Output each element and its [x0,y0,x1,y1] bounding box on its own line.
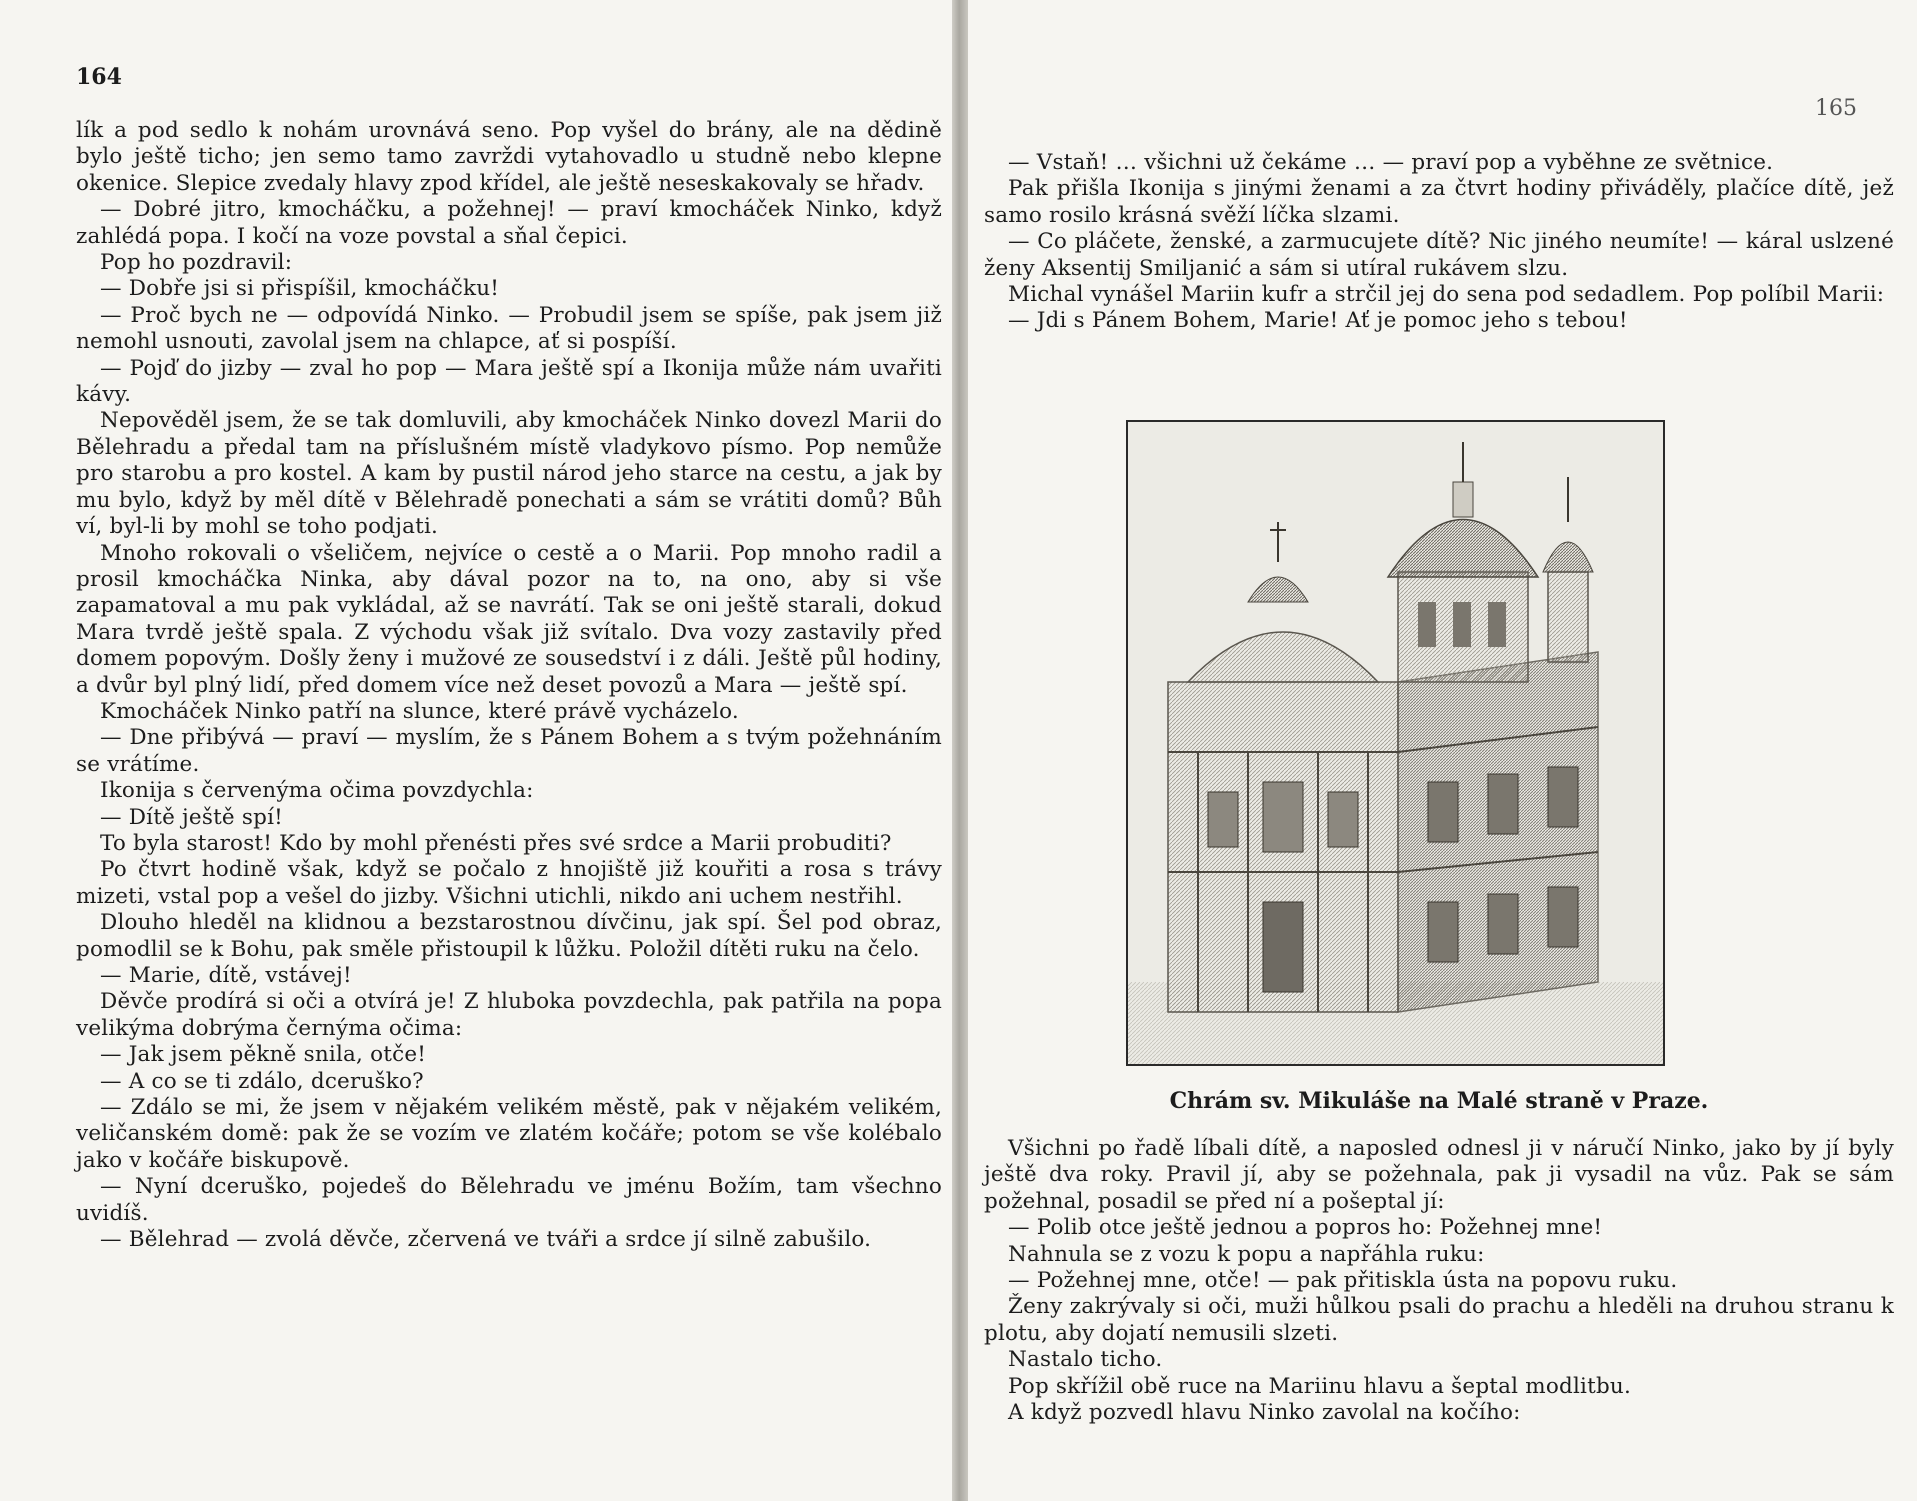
church-illustration [1126,420,1665,1066]
book-gutter [952,0,968,1501]
paragraph: — Co pláčete, ženské, a zarmucujete dítě? Nic jiného neumíte! — káral uslzené ženy Aksentij Smiljanić a sám si utíral rukávem slzu. [984,229,1894,281]
paragraph: — Dobré jitro, kmocháčku, a požehnej! — praví kmocháček Ninko, když zahlédá popa. I kočí na voze povstal a sňal čepici. [76,197,942,249]
left-page [0,0,952,1501]
paragraph: To byla starost! Kdo by mohl přenésti přes své srdce a Marii probuditi? [100,830,892,856]
paragraph: — Marie, dítě, vstávej! [100,963,352,988]
paragraph: Dlouho hleděl na klidnou a bezstarostnou dívčinu, jak spí. Šel pod obraz, pomodlil se k Bohu, pak směle přistoupil k lůžku. Položil dítěti ruku na čelo. [76,910,942,962]
illustration-caption: Chrám sv. Mikuláše na Malé straně v Praze. [1169,1088,1709,1114]
paragraph: — Zdálo se mi, že jsem v nějakém velikém městě, pak v nějakém velikém, veličanském domě: pak že se vozím ve zlatém kočáře; potom se vše kolébalo jako v kočáře biskupově. [76,1095,942,1173]
paragraph: — Jak jsem pěkně snila, otče! [100,1042,427,1068]
paragraph: Po čtvrt hodině však, když se počalo z hnojiště již kouřiti a rosa s trávy mizeti, vstal pop a vešel do jizby. Všichni utichli, nikdo ani uchem nestřihl. [76,857,942,909]
left-page-text [76,118,942,1253]
paragraph: Děvče prodírá si oči a otvírá je! Z hluboka povzdechla, pak patřila na popa velikýma dobrýma černýma očima: [76,989,942,1041]
paragraph: Nahnula se z vozu k popu a napřáhla ruku: [1008,1241,1485,1267]
church-drawing [1128,422,1663,1064]
paragraph: — Nyní dceruško, pojedeš do Bělehradu ve jménu Božím, tam všechno uvidíš. [76,1174,942,1226]
paragraph: Všichni po řadě líbali dítě, a naposled odnesl ji v náručí Ninko, jako by jí byly ještě dva roky. Pravil jí, aby se požehnala, pak ji vysadil na vůz. Pak se sám požehnal, posadil se před ní a pošeptal jí: [984,1136,1894,1214]
paragraph: — A co se ti zdálo, dceruško? [100,1068,424,1094]
paragraph: Nepověděl jsem, že se tak domluvili, aby kmocháček Ninko dovezl Marii do Bělehradu a předal tam na příslušném místě vladykovo písmo. Pop nemůže pro starobu a pro kostel. A kam by pustil národ jeho starce na cestu, a jak by mu bylo, když by měl dítě v Bělehradě ponechati a sám se vrátiti domů? Bůh ví, byl-li by mohl se toho podjati. [76,408,942,540]
right-page-text-top [984,150,1894,335]
paragraph: Mnoho rokovali o všeličem, nejvíce o cestě a o Marii. Pop mnoho radil a prosil kmocháčka Ninka, aby dával pozor na to, na ono, aby si vše zapamatoval a mu pak vykládal, až se navrátí. Tak se oni ještě starali, dokud Mara tvrdě ještě spala. Z východu však již svítalo. Dva vozy zastavily před domem popovým. Došly ženy i mužové ze sousedství i z dáli. Ještě půl hodiny, a dvůr byl plný lidí, před domem více než deset povozů a Mara — ještě spí. [76,540,942,698]
paragraph: — Jdi s Pánem Bohem, Marie! Ať je pomoc jeho s tebou! [1008,308,1628,334]
paragraph: — Polib otce ještě jednou a popros ho: Požehnej mne! [1008,1215,1603,1241]
paragraph: — Dobře jsi si přispíšil, kmocháčku! [100,276,500,302]
page-number-left: 164 [76,64,122,90]
right-page [968,0,1917,1501]
paragraph: Michal vynášel Mariin kufr a strčil jej do sena pod sedadlem. Pop políbil Marii: [1008,282,1885,308]
paragraph: — Proč bych ne — odpovídá Ninko. — Probudil jsem se spíše, pak jsem již nemohl usnouti, zavolal jsem na chlapce, ať si pospíší. [76,302,942,355]
paragraph: Ikonija s červenýma očima povzdychla: [100,778,534,804]
right-page-text-bottom [984,1136,1894,1426]
paragraph: — Pojď do jizby — zval ho pop — Mara ještě spí a Ikonija může nám uvařiti kávy. [76,355,942,408]
paragraph: lík a pod sedlo k nohám urovnává seno. Pop vyšel do brány, ale na dědině bylo ještě ticho; jen semo tamo zavrždi vytahovadlo u studně nebo klepne okenice. Slepice zvedaly hlavy zpod křídel, ale ještě neseskakovaly se hřadv. [76,118,942,196]
paragraph: — Vstaň! … všichni už čekáme … — praví pop a vyběhne ze světnice. [1008,150,1774,175]
paragraph: Pak přišla Ikonija s jinými ženami a za čtvrt hodiny přiváděly, plačíce dítě, jež samo rosilo krásná svěží líčka slzami. [984,176,1894,228]
paragraph: Pop skřížil obě ruce na Mariinu hlavu a šeptal modlitbu. [1008,1373,1631,1399]
paragraph: — Dítě ještě spí! [100,804,283,830]
paragraph: Kmocháček Ninko patří na slunce, které právě vycházelo. [100,698,739,724]
paragraph: — Dne přibývá — praví — myslím, že s Pánem Bohem a s tvým požehnáním se vrátíme. [76,725,942,777]
paragraph: — Bělehrad — zvolá děvče, zčervená ve tváři a srdce jí silně zabušilo. [100,1227,872,1253]
paragraph: — Požehnej mne, otče! — pak přitiskla ústa na popovu ruku. [1008,1268,1678,1294]
paragraph: Pop ho pozdravil: [100,250,293,276]
paragraph: Nastalo ticho. [1008,1347,1163,1373]
paragraph: A když pozvedl hlavu Ninko zavolal na kočího: [1008,1400,1521,1426]
paragraph: Ženy zakrývaly si oči, muži hůlkou psali do prachu a hleděli na druhou stranu k plotu, aby dojatí nemusili slzeti. [984,1294,1894,1346]
page-number-right: 165 [1815,96,1857,121]
